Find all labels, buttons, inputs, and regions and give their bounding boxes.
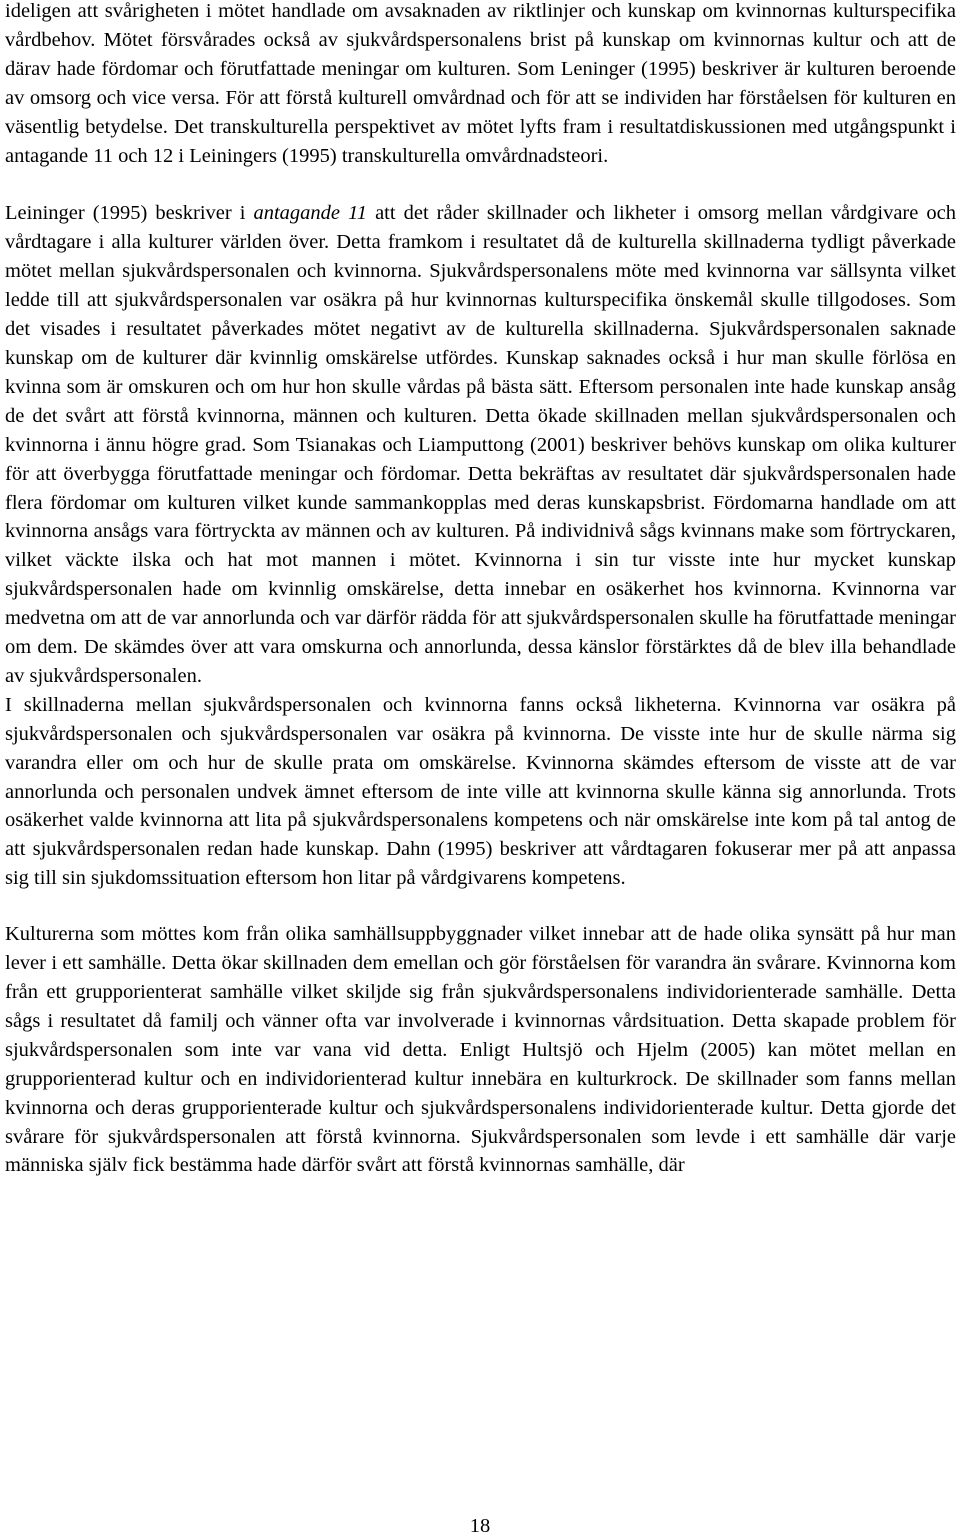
paragraph-1	[5, 0, 956, 170]
paragraph-2	[5, 199, 956, 690]
page-number: 18	[469, 1515, 491, 1537]
paragraph-2-italic-term: antagande 11	[253, 202, 368, 225]
paragraph-3-text: I skillnaderna mellan sjukvårdspersonalen och kvinnorna fanns också likheterna. Kvinnorna var osäkra på sjukvårdspersonalen och sjukvårdspersonalen var osäkra på kvinnorna. De visste inte hur de skulle närma sig varandra eller om och hur de skulle prata om omskärelse. Kvinnorna skämdes eftersom de visste att de var annorlunda och personalen undvek ämnet eftersom de inte ville att kvinnorna skulle känna sig annorlunda. Trots osäkerhet valde kvinnorna att lita på sjukvårdspersonalens kompetens och när omskärelse inte kom på tal antog de att sjukvårdspersonalen redan hade kunskap. Dahn (1995) beskriver att vårdtagaren fokuserar mer på att anpassa sig till sin sjukdomssituation eftersom hon litar på vårdgivarens kompetens.	[5, 693, 956, 890]
paragraph-spacer	[5, 170, 956, 199]
paragraph-2-text-rest: att det råder skillnader och likheter i omsorg mellan vårdgivare och vårdtagare i alla kulturer världen över. Detta framkom i resultatet då de kulturella skillnaderna tydligt påverkade mötet mellan sjukvårdspersonalen och kvinnorna. Sjukvårdspersonalens möte med kvinnorna var sällsynta vilket ledde till att sjukvårdspersonalen var osäkra på hur kvinnornas kulturspecifika önskemål skulle tillgodoses. Som det visades i resultatet påverkades mötet negativt av de kulturella skillnaderna. Sjukvårdspersonalen saknade kunskap om de kulturer där kvinnlig omskärelse utfördes. Kunskap saknades också i hur man skulle förlösa en kvinna som är omskuren och om hur hon skulle vårdas på bästa sätt. Eftersom personalen inte hade kunskap ansåg de det svårt att förstå kvinnorna, männen och kulturen. Detta ökade skillnaden mellan sjukvårdspersonalen och kvinnorna i ännu högre grad. Som Tsianakas och Liamputtong (2001) beskriver behövs kunskap om olika kulturer för att överbygga förutfattade meningar och fördomar. Detta bekräftas av resultatet där sjukvårdspersonalen hade flera fördomar om kulturen vilket kunde sammankopplas med deras kunskapsbrist. Fördomarna handlade om att kvinnorna ansågs vara förtryckta av männen och av kulturen. På individnivå sågs kvinnans make som förtryckaren, vilket väckte ilska och hat mot mannen i mötet. Kvinnorna i sin tur visste inte hur mycket kunskap sjukvårdspersonalen hade om kvinnlig omskärelse, detta innebar en osäkerhet hos kvinnorna. Kvinnorna var medvetna om att de var annorlunda och var därför rädda för att sjukvårdspersonalen skulle ha förutfattade meningar om dem. De skämdes över att vara omskurna och annorlunda, dessa känslor förstärktes då de blev illa behandlade av sjukvårdspersonalen.	[5, 202, 956, 687]
document-page	[5, 0, 956, 1180]
paragraph-spacer	[5, 893, 956, 920]
paragraph-2-text-start: Leininger (1995) beskriver i	[5, 202, 254, 225]
paragraph-4	[5, 920, 956, 1180]
paragraph-3	[5, 691, 956, 893]
paragraph-4-text: Kulturerna som möttes kom från olika samhällsuppbyggnader vilket innebar att de hade olika synsätt på hur man lever i ett samhälle. Detta ökar skillnaden dem emellan och gör förståelsen för varandra än svårare. Kvinnorna kom från ett grupporienterat samhälle vilket skiljde sig från sjukvårdspersonalens individorienterade samhälle. Detta sågs i resultatet då familj och vänner ofta var involverade i kvinnornas vårdsituation. Detta skapade problem för sjukvårdspersonalen som inte var vana vid detta. Enligt Hultsjö och Hjelm (2005) kan mötet mellan en grupporienterad kultur och en individorienterad kultur innebära en kulturkrock. De skillnader som fanns mellan kvinnorna och deras grupporienterade kultur och sjukvårdspersonalens individorienterade kultur. Detta gjorde det svårare för sjukvårdspersonalen att förstå kvinnorna. Sjukvårdspersonalen som levde i ett samhälle där varje människa själv fick bestämma hade därför svårt att förstå kvinnornas samhälle, där	[5, 923, 956, 1177]
paragraph-1-text: ideligen att svårigheten i mötet handlade om avsaknaden av riktlinjer och kunskap om kvinnornas kulturspecifika vårdbehov. Mötet försvårades också av sjukvårdspersonalens brist på kunskap om kvinnornas kultur och att de därav hade fördomar och förutfattade meningar om kulturen. Som Leninger (1995) beskriver är kulturen beroende av omsorg och vice versa. För att förstå kulturell omvårdnad och för att se individen har förståelsen för kulturen en väsentlig betydelse. Det transkulturella perspektivet av mötet lyfts fram i resultatdiskussionen med utgångspunkt i antagande 11 och 12 i Leiningers (1995) transkulturella omvårdnadsteori.	[5, 0, 956, 167]
